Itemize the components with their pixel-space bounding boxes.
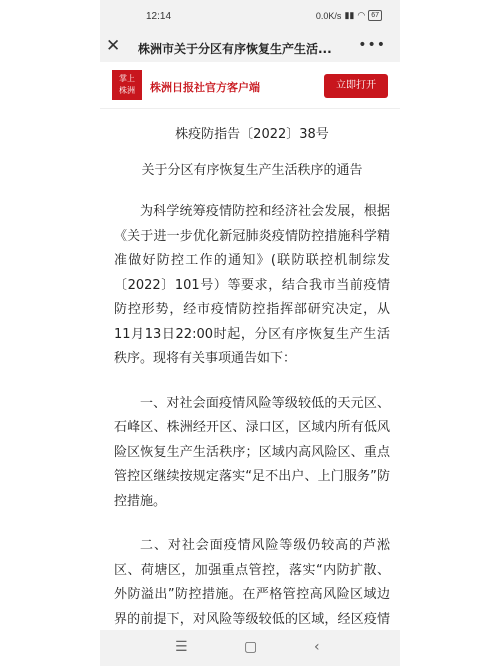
nav-bar <box>100 32 400 62</box>
status-bar <box>100 0 400 32</box>
document-number: 株疫防指告〔2022〕38号 <box>175 127 329 142</box>
close-icon[interactable]: ✕ <box>106 36 121 56</box>
article-content <box>114 108 390 630</box>
menu-icon[interactable]: ☰ <box>175 639 188 655</box>
banner-text: 株洲日报社官方客户端 <box>150 81 260 94</box>
net-speed: 0.0K/s <box>315 10 342 21</box>
home-icon[interactable]: ▢ <box>244 639 258 655</box>
battery-icon: 67 <box>368 10 382 21</box>
paragraph-one: 一、对社会面疫情风险等级较低的天元区、石峰区、株洲经开区、渌口区，区域内所有低风险区恢复生产生活秩序；区域内高风险区、重点管控区继续按规定落实“足不出户、上门服务”防控措施。 <box>114 395 390 509</box>
status-icons <box>316 10 382 21</box>
page-title: 株洲市关于分区有序恢复生产生活... <box>138 42 332 56</box>
paragraph-intro: 为科学统筹疫情防控和经济社会发展，根据《关于进一步优化新冠肺炎疫情防控措施科学精准做好防控工作的通知》(联防联控机制综发〔2022〕101号）等要求，结合我市当前疫情防控形势，经市疫情防控指挥部研究决定，从11月13日22:00时起，分区有序恢复生产生活秩序。现将有关事项通告如下： <box>114 204 390 366</box>
status-time: 12:14 <box>146 11 172 22</box>
more-icon[interactable]: ••• <box>358 37 386 53</box>
open-app-button[interactable]: 立即打开 <box>324 74 388 98</box>
app-logo-text: 掌上株洲 <box>119 74 135 95</box>
app-logo <box>112 70 142 100</box>
phone-screen <box>100 0 400 666</box>
back-icon[interactable]: ‹ <box>314 639 320 655</box>
app-banner <box>100 62 400 109</box>
system-nav-bar <box>100 630 400 666</box>
signal-icon: ▮▮ <box>344 10 355 20</box>
document-title: 关于分区有序恢复生产生活秩序的通告 <box>141 163 363 178</box>
wifi-icon: ◠ <box>357 10 366 20</box>
paragraph-two: 二、对社会面疫情风险等级仍较高的芦淞区、荷塘区，加强重点管控，落实“内防扩散、外防溢出”防控措施。在严格管控高风险区域边界的前提下，对风险等级较低的区域，经区疫情 <box>114 538 390 627</box>
